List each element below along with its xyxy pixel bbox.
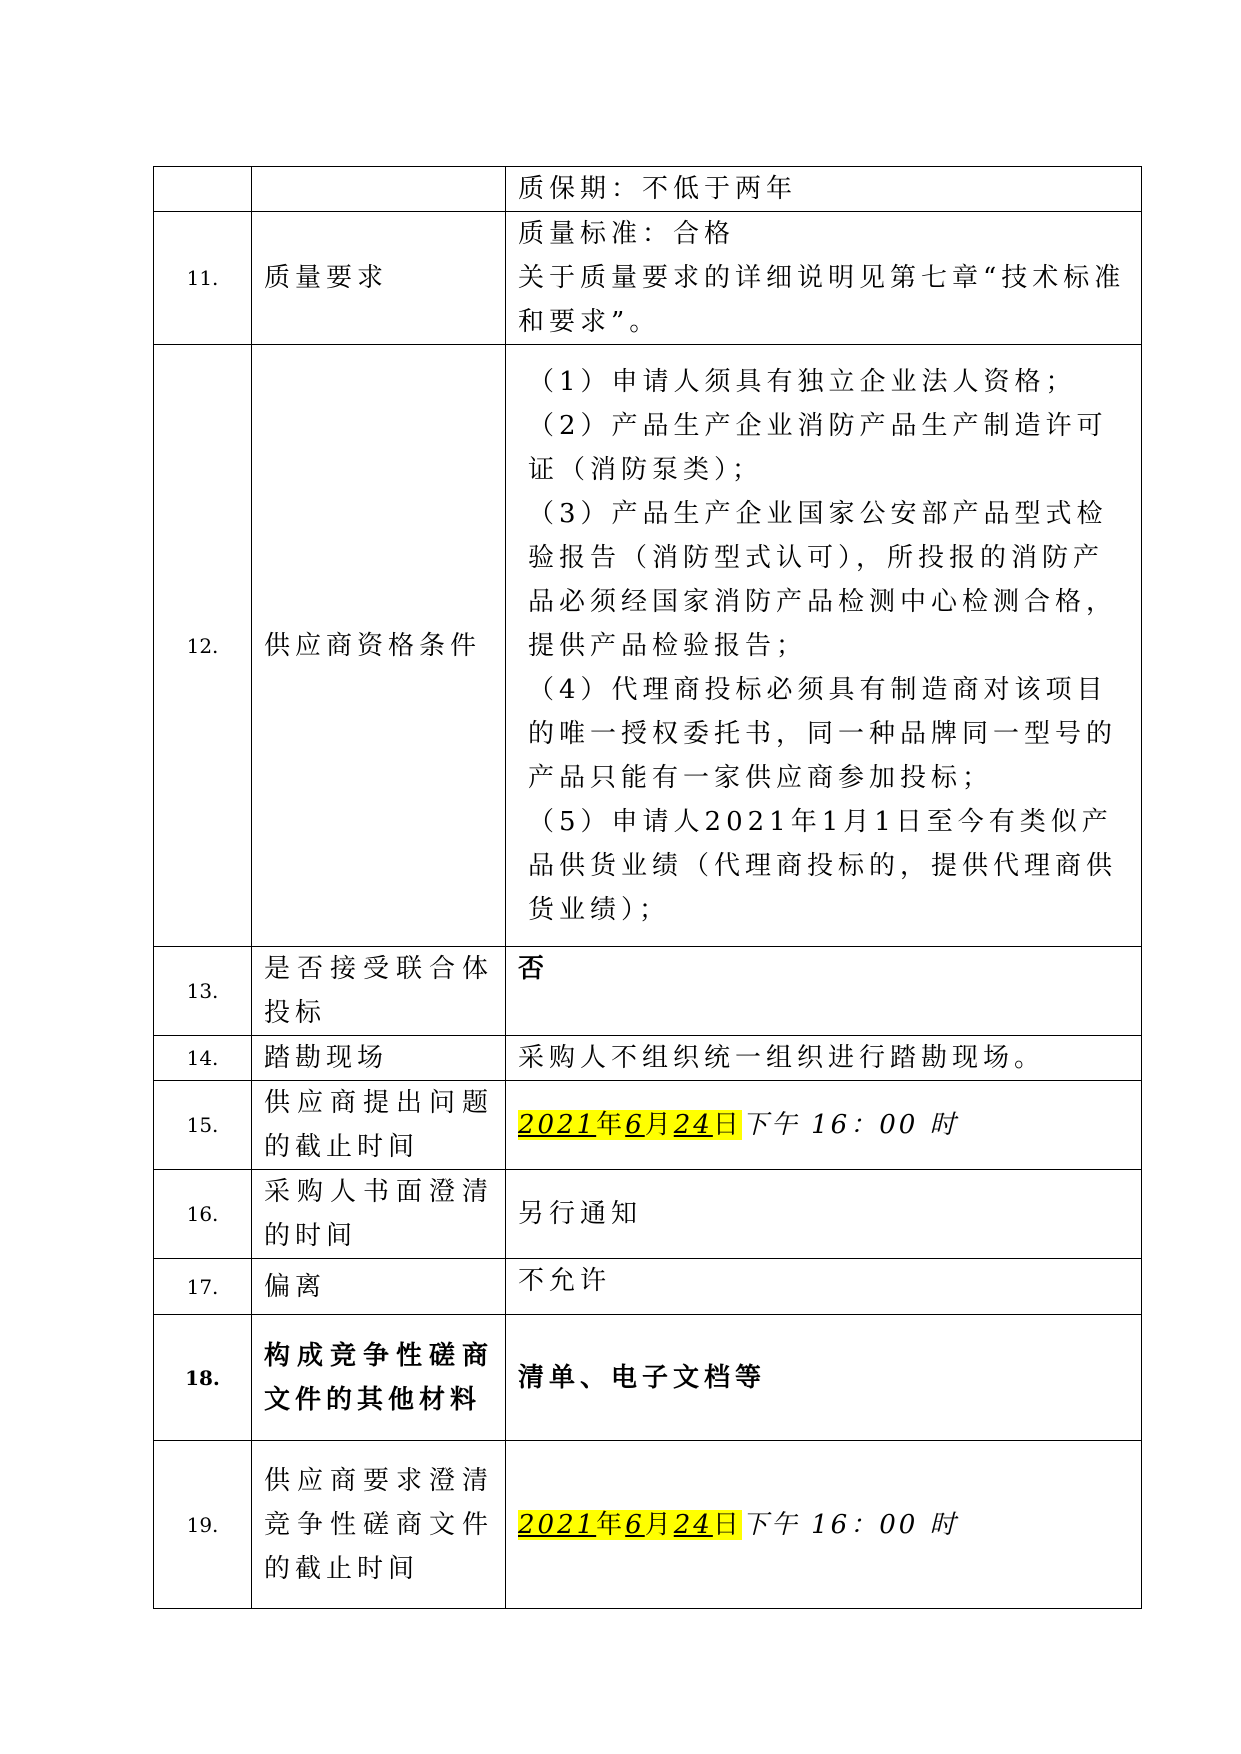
- item-label: [252, 167, 506, 212]
- item-content: [506, 345, 1142, 947]
- date-year: 2021: [518, 1110, 597, 1140]
- table-row: [154, 167, 1142, 212]
- item-content: [506, 947, 1142, 1036]
- item-label: 偏离: [252, 1259, 506, 1315]
- row-number: [154, 167, 252, 212]
- item-label: 供应商要求澄清竞争性磋商文件的截止时间: [252, 1441, 506, 1609]
- item-label: 是否接受联合体投标: [252, 947, 506, 1036]
- item-label: 踏勘现场: [252, 1036, 506, 1081]
- table-row: [154, 1315, 1142, 1441]
- item-content: [506, 212, 1142, 345]
- date-year-unit: 年: [596, 1110, 626, 1140]
- content-line: 另行通知: [518, 1199, 643, 1229]
- item-content: [506, 1259, 1142, 1315]
- item-label: 构成竞争性磋商文件的其他材料: [252, 1315, 506, 1441]
- date-day-unit: 日: [712, 1110, 742, 1140]
- content-line: （4）代理商投标必须具有制造商对该项目的唯一授权委托书，同一种品牌同一型号的产品只能有一家供应商参加投标；: [528, 674, 1118, 793]
- item-content: [506, 1315, 1142, 1441]
- content-line: （2）产品生产企业消防产品生产制造许可证（消防泵类）；: [528, 410, 1108, 485]
- content-line: 否: [518, 954, 550, 984]
- item-label: 采购人书面澄清的时间: [252, 1170, 506, 1259]
- content-line: （3）产品生产企业国家公安部产品型式检验报告（消防型式认可），所投报的消防产品必须经国家消防产品检测中心检测合格，提供产品检验报告；: [528, 498, 1118, 661]
- item-label: 供应商资格条件: [252, 345, 506, 947]
- date-time: 下午 16：00 时: [741, 1509, 959, 1540]
- item-content: [506, 167, 1142, 212]
- row-number: 13.: [154, 947, 252, 1036]
- deadline-datetime: [518, 1103, 959, 1147]
- date-month: 6: [625, 1110, 645, 1140]
- date-year: 2021: [518, 1509, 597, 1540]
- date-month: 6: [625, 1509, 645, 1540]
- table-row: [154, 1036, 1142, 1081]
- row-number: 18.: [154, 1315, 252, 1441]
- content-line: （5）申请人2021年1月1日至今有类似产品供货业绩（代理商投标的，提供代理商供货业绩）；: [528, 806, 1118, 925]
- table-row: [154, 1170, 1142, 1259]
- row-number: 11.: [154, 212, 252, 345]
- date-year-unit: 年: [596, 1509, 626, 1540]
- deadline-datetime: [518, 1503, 959, 1547]
- date-day: 24: [673, 1509, 713, 1540]
- row-number: 17.: [154, 1259, 252, 1315]
- item-label: 质量要求: [252, 212, 506, 345]
- table-row: [154, 1259, 1142, 1315]
- date-month-unit: 月: [644, 1509, 674, 1540]
- content-line: 采购人不组织统一组织进行踏勘现场。: [518, 1043, 1046, 1073]
- row-number: 12.: [154, 345, 252, 947]
- highlighted-date: [518, 1110, 742, 1140]
- item-content: [506, 1036, 1142, 1081]
- item-label: 供应商提出问题的截止时间: [252, 1081, 506, 1170]
- date-time: 下午 16：00 时: [741, 1110, 959, 1140]
- content-line: 不允许: [518, 1266, 612, 1296]
- content-line: （1）申请人须具有独立企业法人资格；: [528, 366, 1077, 397]
- content-line: 质保期：不低于两年: [518, 174, 798, 204]
- table-row: [154, 212, 1142, 345]
- highlighted-date: [518, 1510, 742, 1540]
- row-number: 19.: [154, 1441, 252, 1609]
- date-month-unit: 月: [644, 1110, 674, 1140]
- content-line: 清单、电子文档等: [518, 1362, 767, 1393]
- table-row: [154, 947, 1142, 1036]
- row-number: 15.: [154, 1081, 252, 1170]
- table-row: [154, 345, 1142, 947]
- item-content: [506, 1081, 1142, 1170]
- item-content: [506, 1441, 1142, 1609]
- date-day-unit: 日: [712, 1509, 742, 1540]
- content-line: 关于质量要求的详细说明见第七章“技术标准和要求”。: [518, 263, 1126, 337]
- content-line: 质量标准：合格: [518, 219, 736, 249]
- item-content: [506, 1170, 1142, 1259]
- table-row: [154, 1441, 1142, 1609]
- table-row: [154, 1081, 1142, 1170]
- date-day: 24: [673, 1110, 713, 1140]
- row-number: 16.: [154, 1170, 252, 1259]
- row-number: 14.: [154, 1036, 252, 1081]
- requirements-table: [153, 166, 1142, 1609]
